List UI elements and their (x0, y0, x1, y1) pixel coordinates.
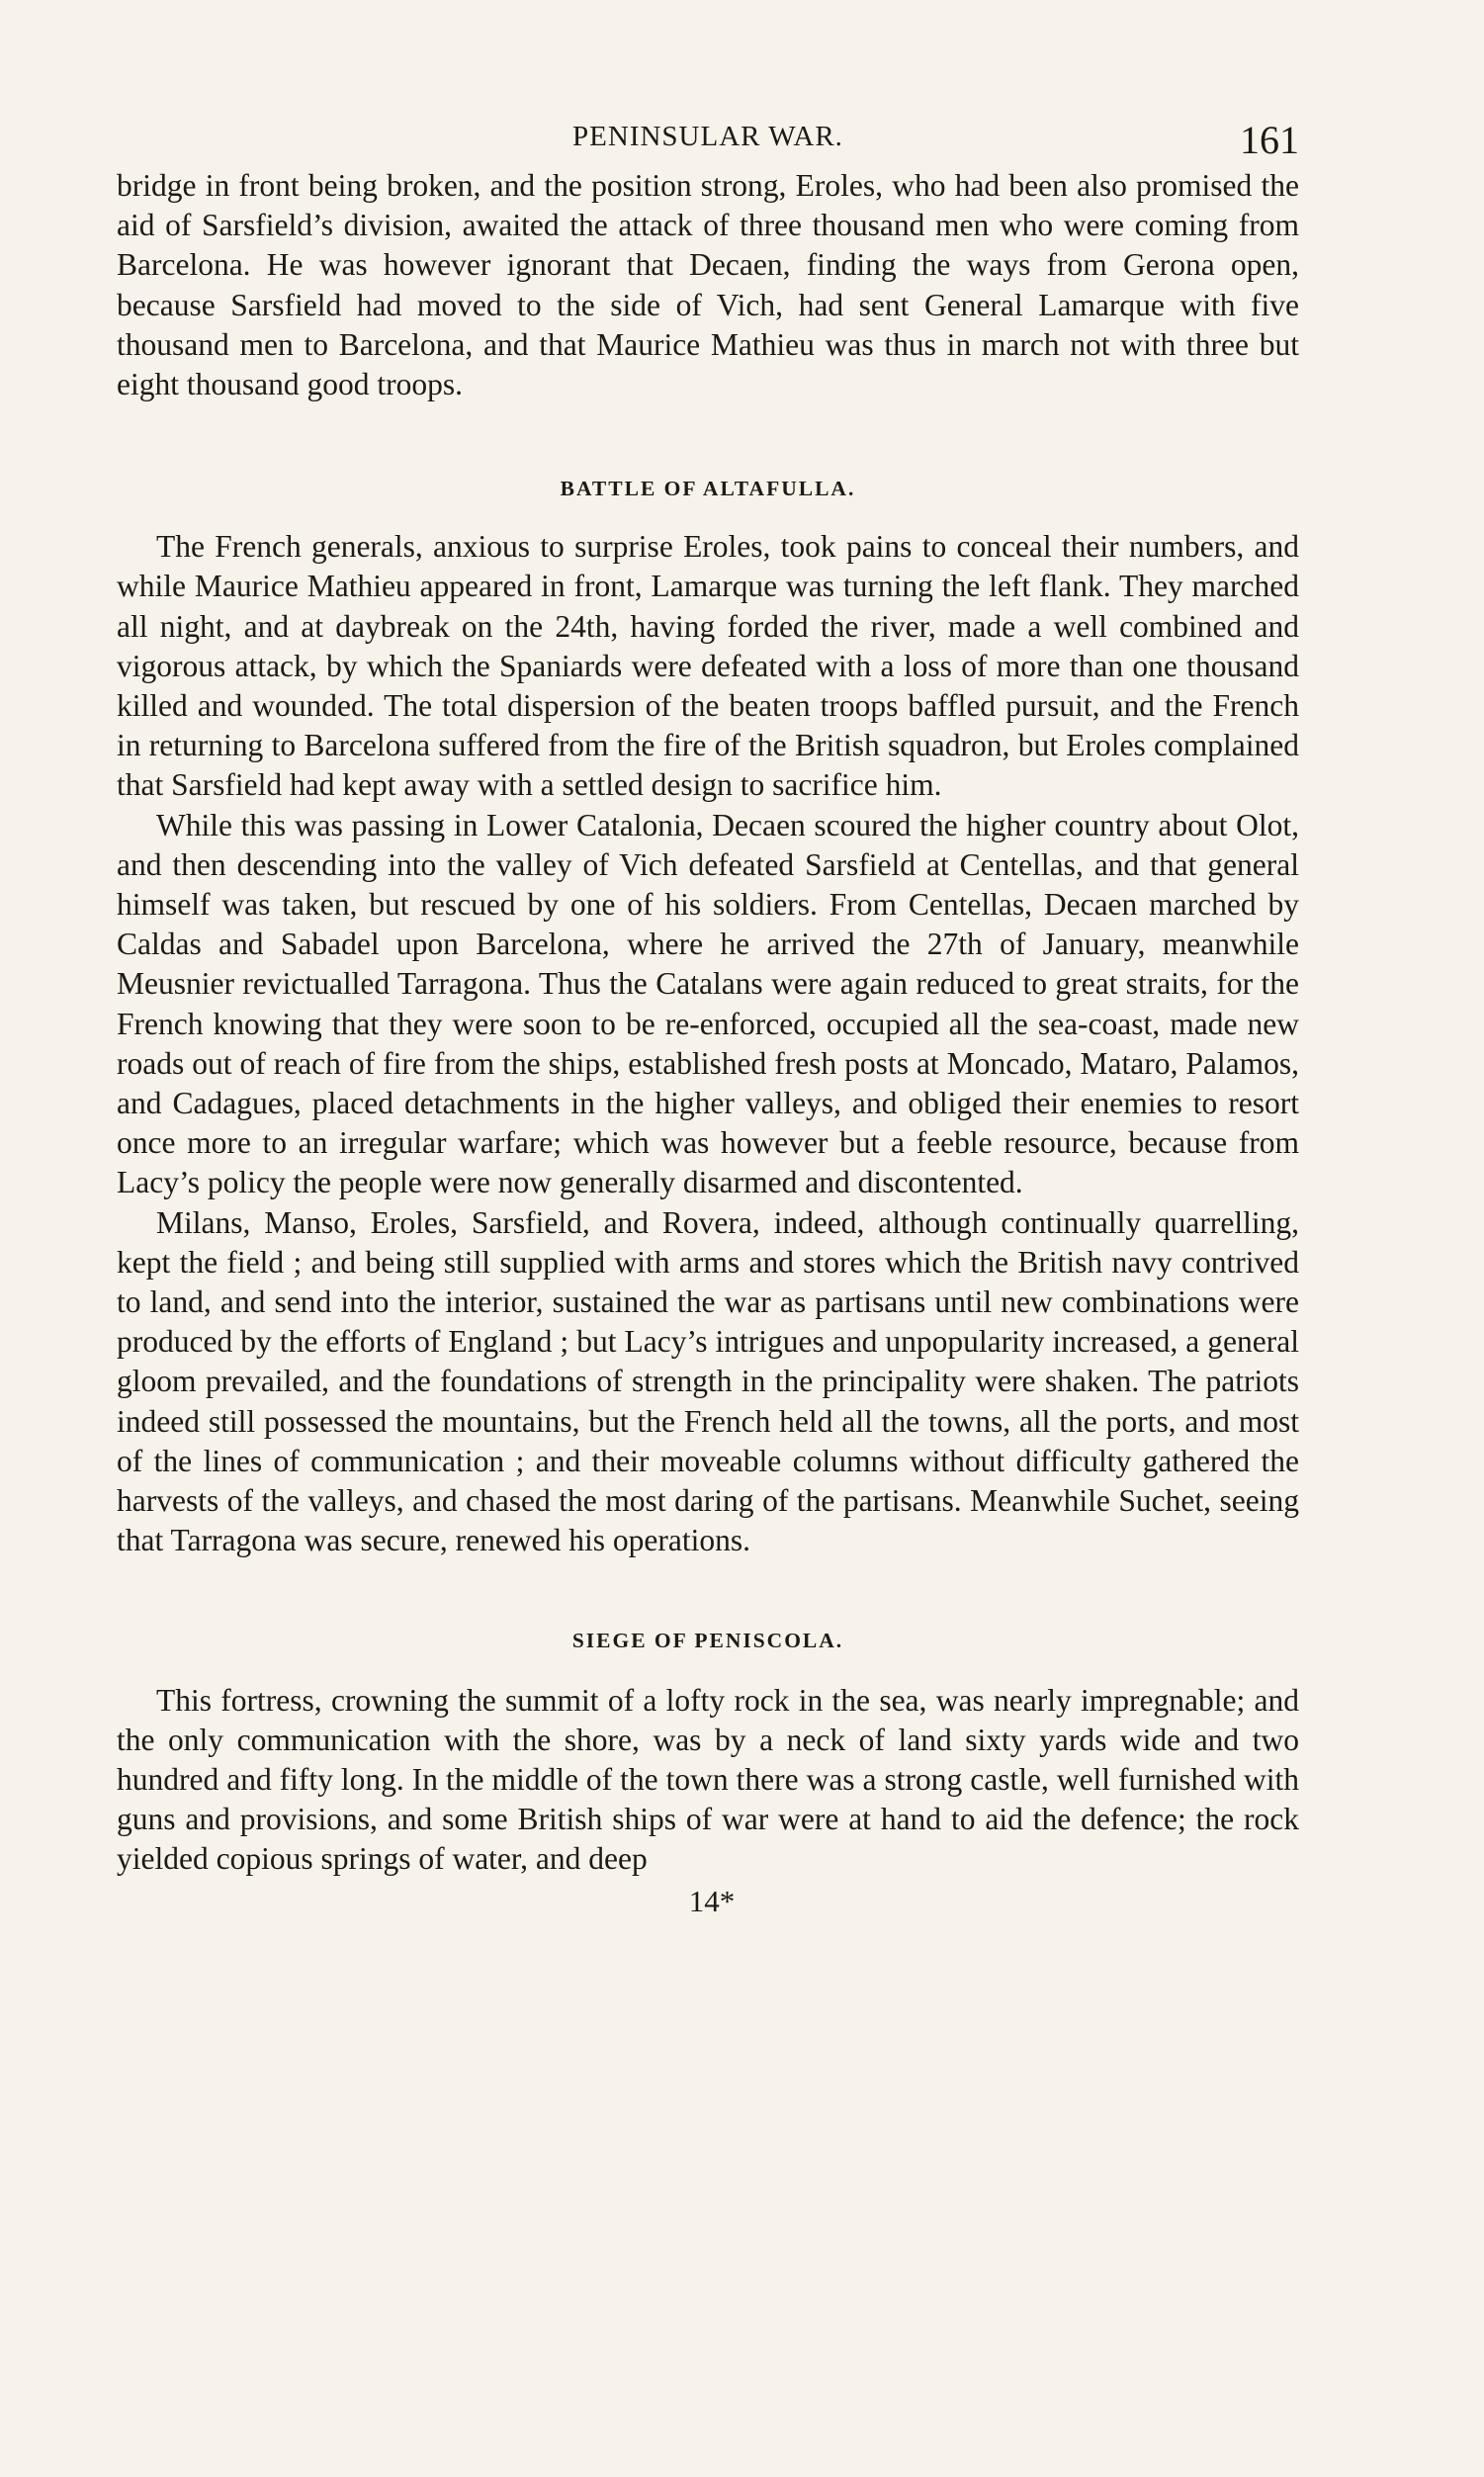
section-heading-battle-of-altafulla: BATTLE OF ALTAFULLA. (560, 477, 856, 501)
section-heading-siege-of-peniscola: SIEGE OF PENISCOLA. (571, 1628, 844, 1652)
page-number: 161 (1240, 118, 1299, 162)
paragraph-lower-catalonia: While this was passing in Lower Catalonia, Decaen scoured the higher country about Olot, and then descending into the valley of Vich defeated Sarsfield at Centellas, and that general himself was taken, but rescued by one of his soldiers. From Centellas, Decaen marched by Caldas and Sabadel upon Barcelona, where he arrived the 27th of January, meanwhile Meusnier revictualled Tarragona. Thus the Catalans were again reduced to great straits, for the French knowing that they were soon to be re-enforced, occupied all the sea-coast, made new roads out of reach of fire from the ships, established fresh posts at Moncado, Mataro, Palamos, and Cadagues, placed detachments in the higher valleys, and obliged their enemies to resort once more to an irregular warfare; which was however but a feeble resource, because from Lacy’s policy the people were now generally disarmed and discontented. (117, 807, 1299, 1200)
book-page (117, 117, 1299, 1919)
paragraph-fortress: This fortress, crowning the summit of a lofty rock in the sea, was nearly impregnable; and the only communication with the shore, was by a neck of land sixty yards wide and two hundred and fifty long. In the middle of the town there was a strong castle, well furnished with guns and provisions, and some British ships of war were at hand to aid the defence; the rock yielded copious springs of water, and deep (117, 1682, 1299, 1877)
running-head (117, 117, 1299, 166)
signature-mark: 14* (688, 1883, 736, 1918)
paragraph-partisans: Milans, Manso, Eroles, Sarsfield, and Rovera, indeed, although continually quarrelling, kept the field ; and being still supplied with arms and stores which the British navy contrived to land, and send into the interior, sustained the war as partisans until new combinations were produced by the efforts of England ; but Lacy’s intrigues and unpopularity increased, a general gloom prevailed, and the foundations of strength in the principality were shaken. The patriots indeed still possessed the mountains, but the French held all the towns, all the ports, and most of the lines of communication ; and their moveable columns without difficulty gathered the harvests of the valleys, and chased the most daring of the partisans. Meanwhile Suchet, seeing that Tarragona was secure, renewed his operations. (117, 1204, 1299, 1558)
running-title: PENINSULAR WAR. (572, 121, 843, 152)
paragraph-continuation: bridge in front being broken, and the position strong, Eroles, who had been also promised the aid of Sarsfield’s division, awaited the attack of three thousand men who were coming from Barcelona. He was however ignorant that Decaen, finding the ways from Gerona open, because Sarsfield had moved to the side of Vich, had sent General Lamarque with five thousand men to Barcelona, and that Maurice Mathieu was thus in march not with three but eight thousand good troops. (117, 168, 1299, 402)
paragraph-battle-account: The French generals, anxious to surprise Eroles, took pains to conceal their numbers, and while Maurice Mathieu appeared in front, Lamarque was turning the left flank. They marched all night, and at daybreak on the 24th, having forded the river, made a well combined and vigorous attack, by which the Spaniards were defeated with a loss of more than one thousand killed and wounded. The total dispersion of the beaten troops baffled pursuit, and the French in returning to Barcelona suffered from the fire of the British squadron, but Eroles complained that Sarsfield had kept away with a settled design to sacrifice him. (117, 529, 1299, 803)
